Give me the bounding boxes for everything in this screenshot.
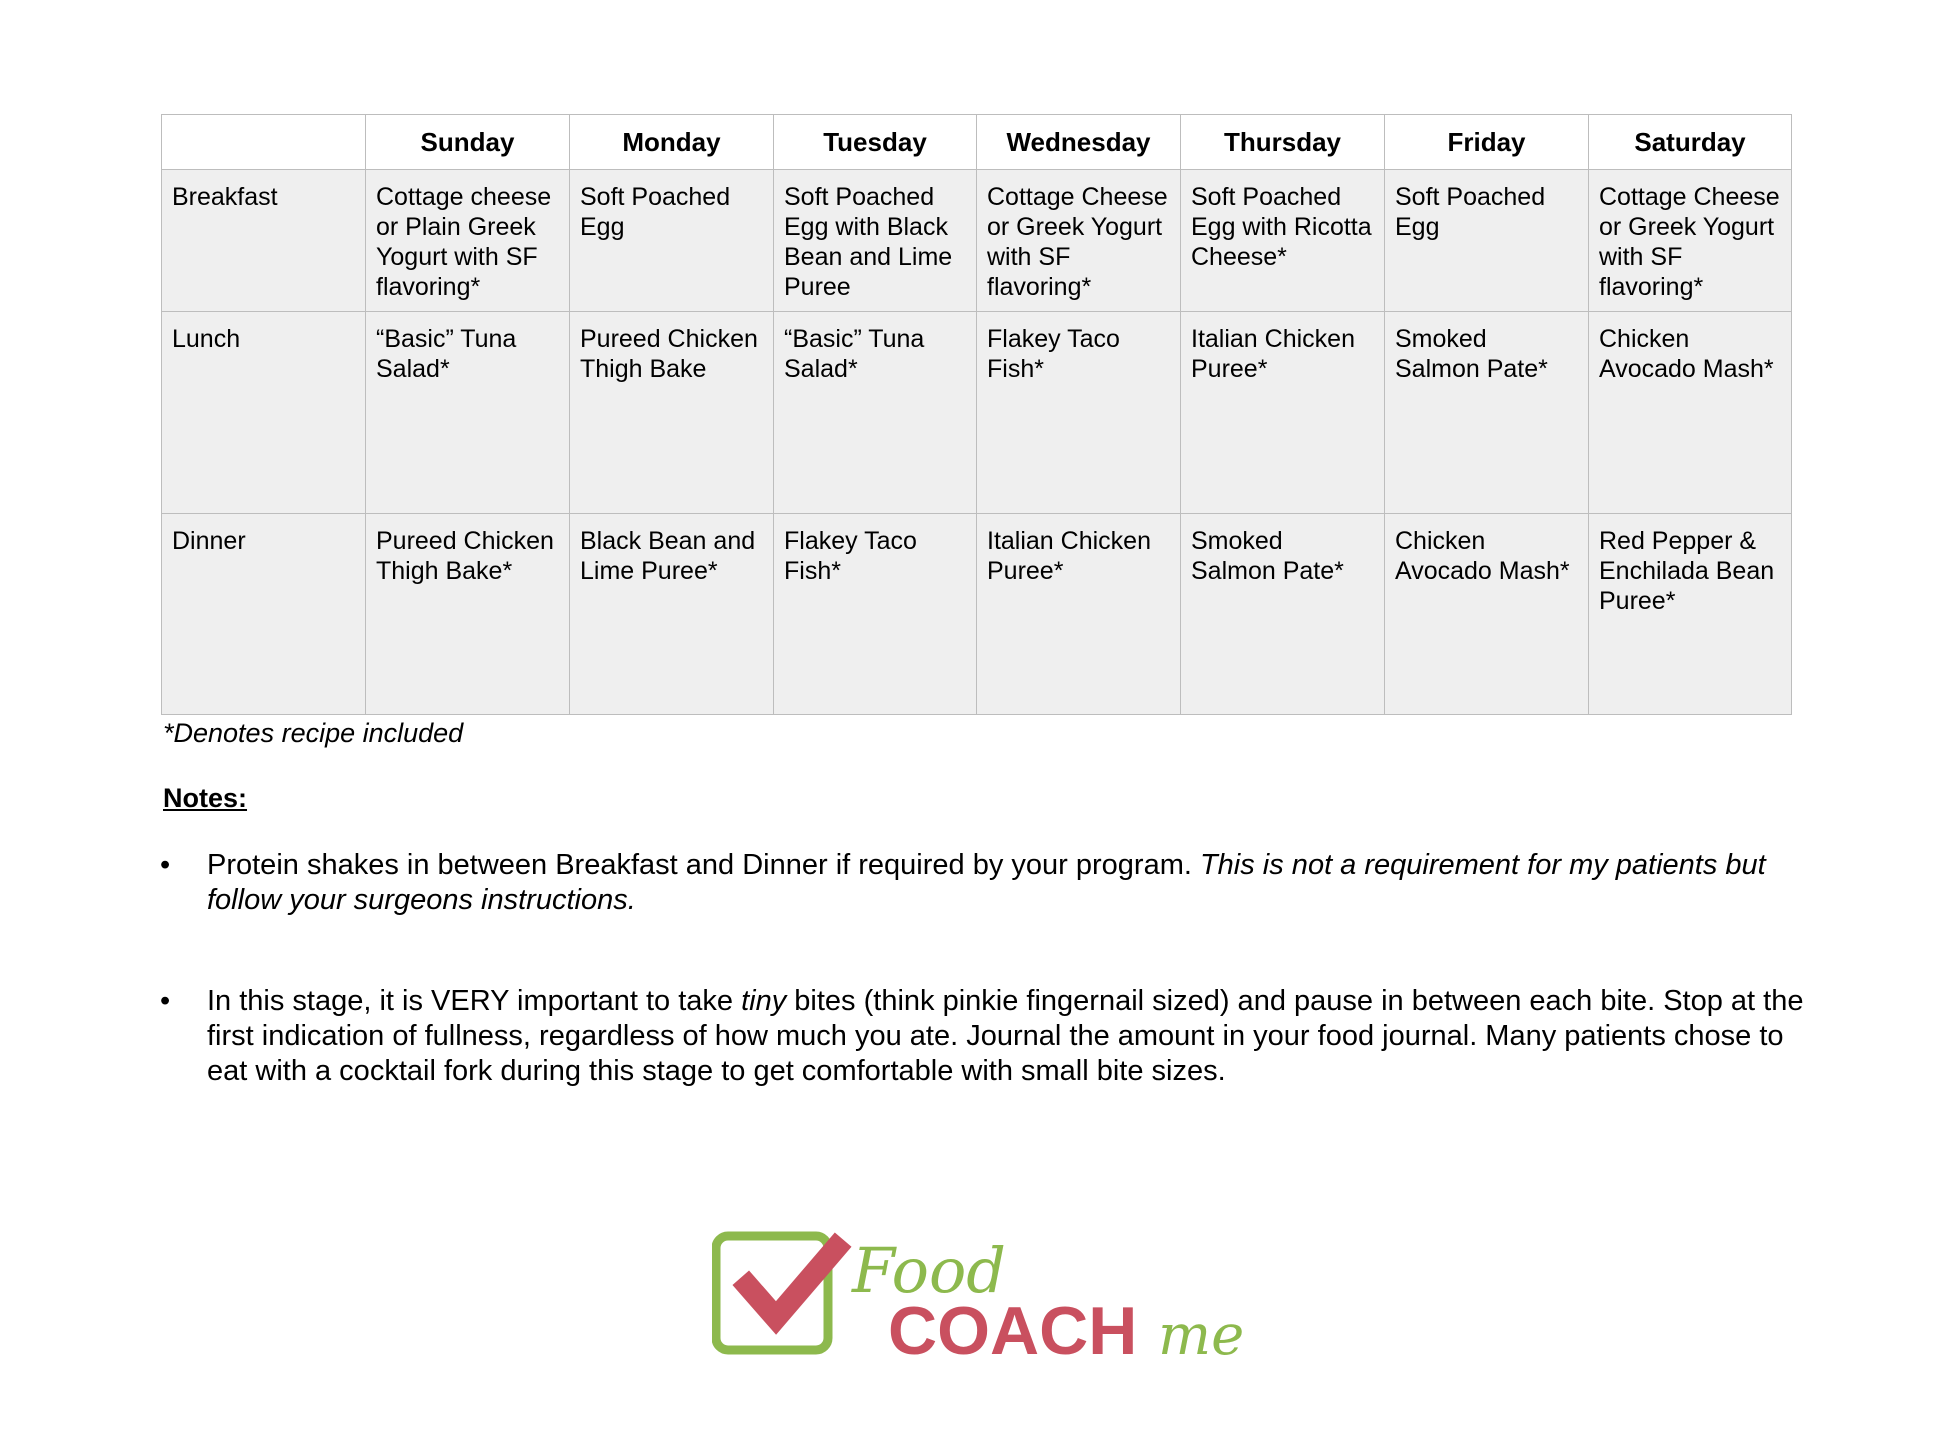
meal-plan-table [161, 114, 1792, 715]
header-row [162, 115, 1792, 170]
bullet-icon: • [160, 985, 171, 1017]
table-cell: Black Bean and Lime Puree* [570, 514, 774, 715]
table-cell: Chicken Avocado Mash* [1385, 514, 1589, 715]
logo-word-coach: COACH [888, 1293, 1138, 1368]
day-header-sunday: Sunday [366, 115, 570, 170]
meal-label-lunch: Lunch [162, 312, 366, 514]
logo-word-food: Food [852, 1234, 1006, 1307]
checkmark-icon [748, 1248, 836, 1318]
table-cell: Cottage cheese or Plain Greek Yogurt with SF flavoring* [366, 170, 570, 312]
table-cell: Chicken Avocado Mash* [1589, 312, 1792, 514]
table-row-lunch [162, 312, 1792, 514]
table-cell: “Basic” Tuna Salad* [366, 312, 570, 514]
table-cell: Pureed Chicken Thigh Bake* [366, 514, 570, 715]
table-cell: Cottage Cheese or Greek Yogurt with SF flavoring* [1589, 170, 1792, 312]
table-cell: Soft Poached Egg with Ricotta Cheese* [1181, 170, 1385, 312]
day-header-wednesday: Wednesday [977, 115, 1181, 170]
food-coach-me-logo [712, 1228, 1252, 1368]
meal-label-breakfast: Breakfast [162, 170, 366, 312]
table-cell: Pureed Chicken Thigh Bake [570, 312, 774, 514]
table-cell: Flakey Taco Fish* [774, 514, 977, 715]
corner-cell [162, 115, 366, 170]
table-cell: Smoked Salmon Pate* [1385, 312, 1589, 514]
day-header-thursday: Thursday [1181, 115, 1385, 170]
bullet-icon: • [160, 849, 171, 881]
meal-label-dinner: Dinner [162, 514, 366, 715]
note-text-italic: This is not a requirement for my patients but follow your surgeons instructions. [207, 849, 1766, 916]
table-cell: Soft Poached Egg [570, 170, 774, 312]
table-cell: Soft Poached Egg with Black Bean and Lime Puree [774, 170, 977, 312]
table-cell: Italian Chicken Puree* [1181, 312, 1385, 514]
logo-word-me: me [1158, 1303, 1245, 1368]
table-cell: Cottage Cheese or Greek Yogurt with SF flavoring* [977, 170, 1181, 312]
day-header-monday: Monday [570, 115, 774, 170]
note-text-regular: Protein shakes in between Breakfast and Dinner if required by your program. [207, 849, 1200, 881]
note-text-before: In this stage, it is VERY important to take [207, 985, 742, 1017]
day-header-friday: Friday [1385, 115, 1589, 170]
table-cell: Red Pepper & Enchilada Bean Puree* [1589, 514, 1792, 715]
table-cell: “Basic” Tuna Salad* [774, 312, 977, 514]
table-cell: Flakey Taco Fish* [977, 312, 1181, 514]
table-cell: Italian Chicken Puree* [977, 514, 1181, 715]
day-header-tuesday: Tuesday [774, 115, 977, 170]
table-cell: Smoked Salmon Pate* [1181, 514, 1385, 715]
note-text [207, 848, 1807, 918]
table-row-breakfast [162, 170, 1792, 312]
day-header-saturday: Saturday [1589, 115, 1792, 170]
note-text-italic: tiny [741, 985, 787, 1017]
table-cell: Soft Poached Egg [1385, 170, 1589, 312]
footnote: *Denotes recipe included [163, 718, 464, 748]
note-text-after: bites (think pinkie fingernail sized) and pause in between each bite. Stop at the first indication of fullness, regardless of how much you ate. Journal the amount in your food journal. Many patients chose to eat with a cocktail fork during this stage to get comfortable with small bite sizes. [207, 985, 1804, 1087]
table-row-dinner [162, 514, 1792, 715]
note-text [207, 984, 1807, 1089]
notes-heading: Notes: [163, 783, 248, 813]
